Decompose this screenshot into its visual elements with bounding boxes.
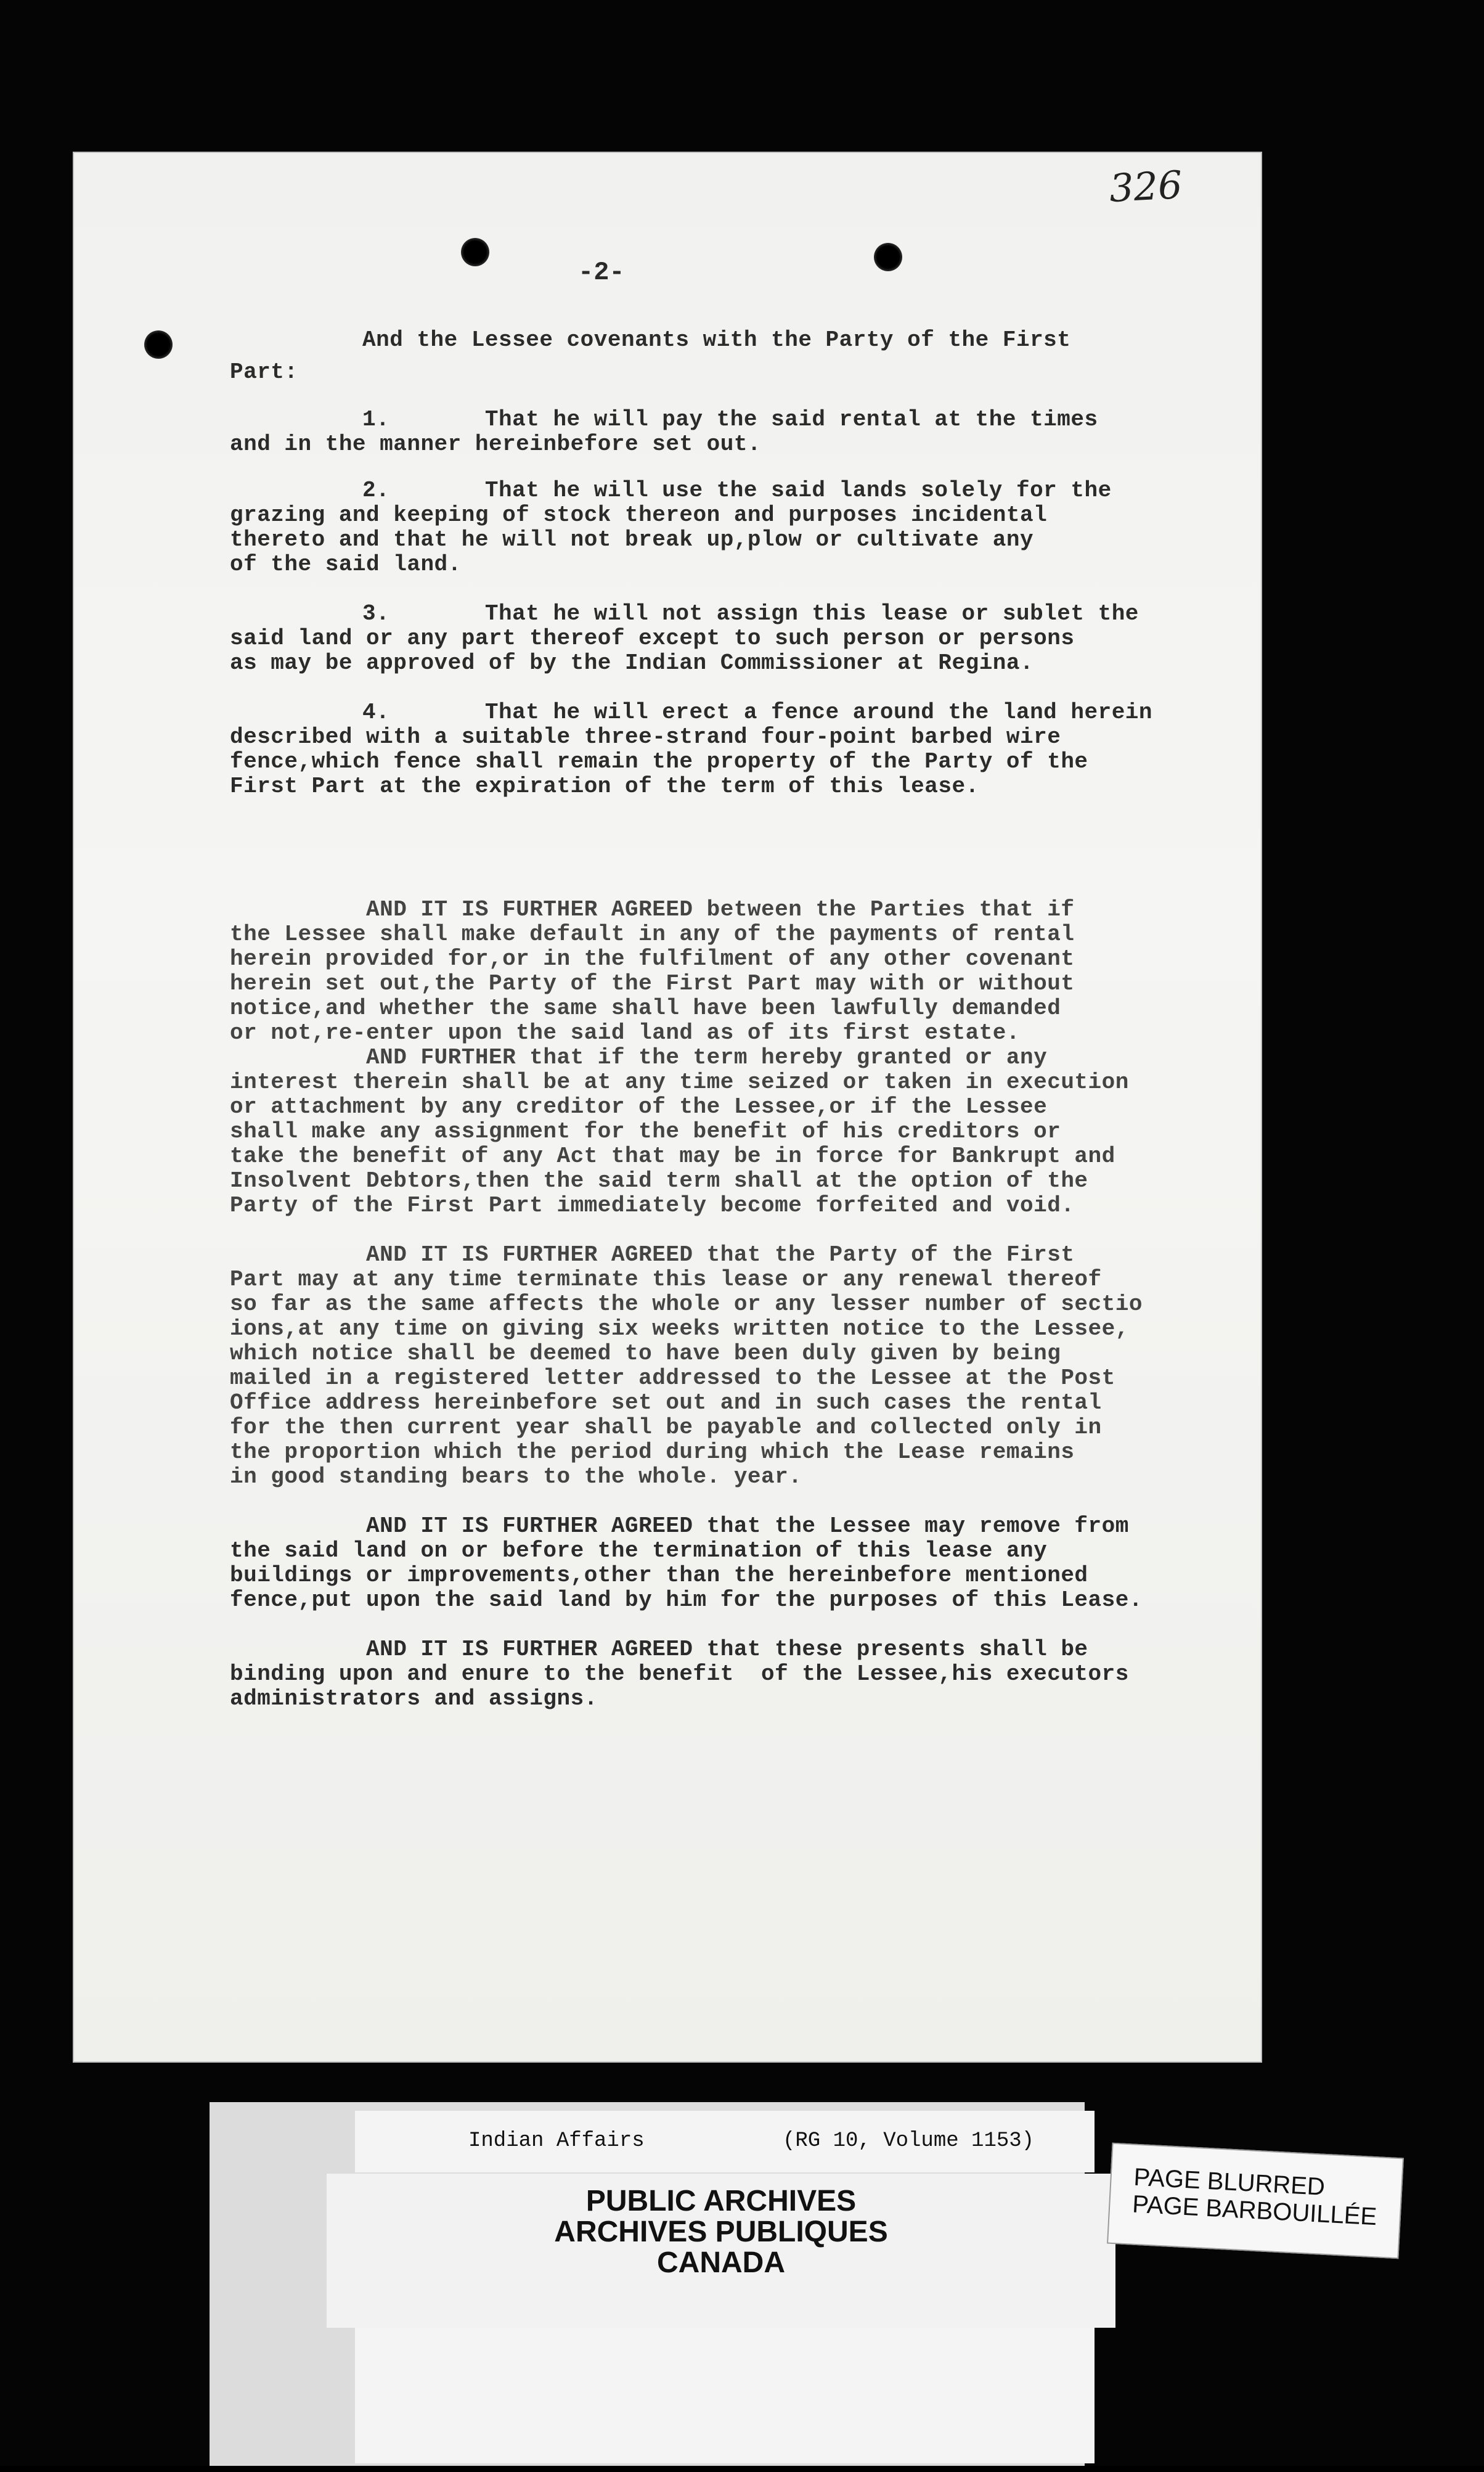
clause-line: thereto and that he will not break up,plow or cultivate any	[230, 527, 1034, 552]
punch-hole-top-left	[461, 238, 489, 266]
clause-line: and in the manner hereinbefore set out.	[230, 432, 762, 457]
paragraph-line: or not,re-enter upon the said land as of its first estate.	[230, 1020, 1021, 1046]
clause-line: First Part at the expiration of the term of this lease.	[230, 774, 979, 799]
clause-line: 1. That he will pay the said rental at the times	[362, 407, 1098, 432]
clause-line: as may be approved of by the Indian Commissioner at Regina.	[230, 650, 1034, 676]
clause-line: of the said land.	[230, 552, 462, 577]
paragraph-line: AND IT IS FURTHER AGREED that the Lessee may remove from	[230, 1513, 1129, 1539]
intro-line: Part:	[230, 359, 298, 385]
blur-note-fr: PAGE BARBOUILLÉE	[1131, 2190, 1378, 2231]
paragraph-line: AND IT IS FURTHER AGREED between the Parties that if	[230, 897, 1075, 922]
clause-line: grazing and keeping of stock thereon and purposes incidental	[230, 502, 1048, 528]
clause-line: fence,which fence shall remain the property of the Party of the	[230, 749, 1088, 774]
paragraph-line: Part may at any time terminate this lease or any renewal thereof	[230, 1267, 1102, 1292]
reference-label: (RG 10, Volume 1153)	[783, 2129, 1035, 2153]
punch-hole-top-right	[874, 243, 902, 271]
paragraph-line: notice,and whether the same shall have been lawfully demanded	[230, 996, 1061, 1021]
archives-line-country: CANADA	[657, 2246, 785, 2279]
archives-line-fr: ARCHIVES PUBLIQUES	[554, 2216, 888, 2248]
department-label: Indian Affairs	[468, 2129, 645, 2153]
clause-line: 4. That he will erect a fence around the land herein	[362, 700, 1153, 725]
paragraph-line: so far as the same affects the whole or any lesser number of sectio	[230, 1291, 1143, 1317]
paragraph-line: buildings or improvements,other than the hereinbefore mentioned	[230, 1563, 1088, 1588]
paragraph-line: herein set out,the Party of the First Part may with or without	[230, 971, 1075, 996]
paragraph-line: herein provided for,or in the fulfilment of any other covenant	[230, 946, 1075, 972]
archives-name	[327, 2186, 1115, 2278]
archive-label	[210, 2102, 1378, 2472]
paragraph-line: AND IT IS FURTHER AGREED that the Party of the First	[230, 1242, 1075, 1267]
clause-line: described with a suitable three-strand four-point barbed wire	[230, 724, 1061, 750]
document-page	[73, 152, 1262, 2063]
paragraph-line: for the then current year shall be payable and collected only in	[230, 1415, 1102, 1440]
paragraph-line: which notice shall be deemed to have been duly given by being	[230, 1341, 1061, 1366]
paragraph-line: mailed in a registered letter addressed to the Lessee at the Post	[230, 1365, 1115, 1391]
page-number: -2-	[578, 258, 625, 287]
folio-number: 326	[1107, 162, 1183, 211]
clause-line: 2. That he will use the said lands solely for the	[362, 478, 1112, 503]
clause-line: said land or any part thereof except to such person or persons	[230, 626, 1075, 651]
intro-line: And the Lessee covenants with the Party of the First	[362, 327, 1071, 353]
label-card-bottom	[355, 2328, 1095, 2463]
paragraph-line: the said land on or before the termination of this lease any	[230, 1538, 1048, 1563]
paragraph-line: in good standing bears to the whole. year.	[230, 1464, 802, 1489]
paragraph-line: Office address hereinbefore set out and in such cases the rental	[230, 1390, 1102, 1415]
paragraph-line: administrators and assigns.	[230, 1686, 598, 1711]
clause-line: 3. That he will not assign this lease or sublet the	[362, 601, 1139, 626]
blur-note-en: PAGE BLURRED	[1133, 2163, 1326, 2201]
paragraph-line: shall make any assignment for the benefit of his creditors or	[230, 1119, 1061, 1144]
paragraph-line: the Lessee shall make default in any of the payments of rental	[230, 922, 1075, 947]
paragraph-line: AND FURTHER that if the term hereby granted or any	[230, 1045, 1048, 1070]
paragraph-line: or attachment by any creditor of the Lessee,or if the Lessee	[230, 1094, 1048, 1119]
page-blurred-tag	[1107, 2143, 1404, 2259]
paragraph-line: fence,put upon the said land by him for the purposes of this Lease.	[230, 1587, 1143, 1613]
paragraph-line: AND IT IS FURTHER AGREED that these presents shall be	[230, 1637, 1088, 1662]
paragraph-line: binding upon and enure to the benefit of the Lessee,his executors	[230, 1661, 1129, 1687]
paragraph-line: Insolvent Debtors,then the said term shall at the option of the	[230, 1168, 1088, 1193]
paragraph-line: interest therein shall be at any time seized or taken in execution	[230, 1070, 1129, 1095]
paragraph-line: the proportion which the period during which the Lease remains	[230, 1439, 1075, 1465]
paragraph-line: take the benefit of any Act that may be in force for Bankrupt and	[230, 1144, 1115, 1169]
paragraph-line: ions,at any time on giving six weeks written notice to the Lessee,	[230, 1316, 1129, 1341]
archives-line-en: PUBLIC ARCHIVES	[585, 2185, 857, 2217]
punch-hole-left-margin	[144, 330, 173, 359]
paragraph-line: Party of the First Part immediately become forfeited and void.	[230, 1193, 1075, 1218]
